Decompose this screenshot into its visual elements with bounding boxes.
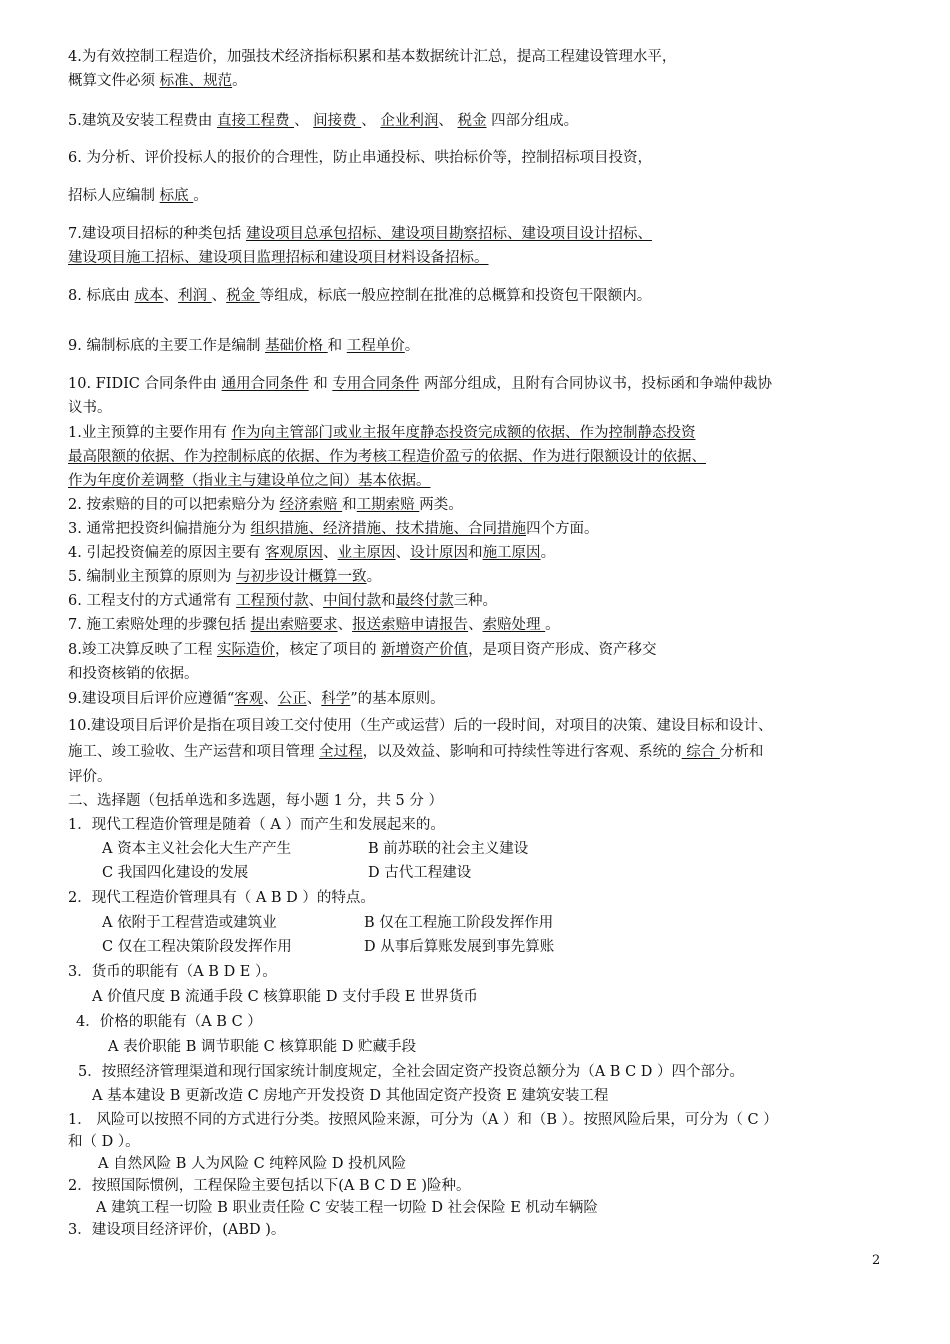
answer-blank: 作为向主管部门或业主报年度静态投资完成额的依据、作为控制静态投资 [231,425,696,441]
choice-1: 1．现代工程造价管理是随着（ A ）而产生和发展起来的。 [68,817,445,833]
answer-blank: 标底 [159,188,194,204]
item-6: 6. 工程支付的方式通常有 工程预付款、中间付款和最终付款三种。 [68,593,498,609]
answer-blank: 工程预付款 [236,593,309,609]
answer-blank: 最高限额的依据、作为控制标底的依据、作为考核工程造价盈亏的依据、作为进行限额设计的依据、 [68,449,706,465]
item-8-line-1: 8.竣工决算反映了工程 实际造价，核定了项目的 新增资产价值，是项目资产形成、资产移交 [68,642,657,658]
answer-blank: 利润 [178,288,212,304]
answer-blank: 建设项目总承包招标、建设项目勘察招标、建设项目设计招标、 [245,226,652,242]
section-heading: 二、选择题（包括单选和多选题，每小题 1 分，共 5 分 ） [68,793,443,809]
question-10-line-2: 议书。 [68,400,112,416]
answer-blank: 新增资产价值 [381,642,469,658]
choice-b1-options: A 自然风险 B 人为风险 C 纯粹风险 D 投机风险 [98,1156,407,1172]
item-10-line-3: 评价。 [68,769,112,785]
answer-blank: 直接工程费 [216,113,295,129]
choice-2-option-d: D 从事后算账发展到事先算账 [364,939,555,955]
choice-2-option-a: A 依附于工程营造或建筑业 [102,915,277,931]
item-10-line-1: 10.建设项目后评价是指在项目竣工交付使用（生产或运营）后的一段时间，对项目的决策、建设目标和设计、 [68,718,773,734]
answer-blank: 基础价格 [265,338,328,354]
choice-3: 3．货币的职能有（A B D E ）。 [68,964,277,980]
choice-4: 4．价格的职能有（A B C ） [76,1014,262,1030]
answer-blank: 综合 [681,744,720,760]
question-4-line-2: 概算文件必须 标准、规范。 [68,73,247,89]
question-5: 5.建筑及安装工程费由 直接工程费 、 间接费 、 企业利润、 税金 四部分组成。 [68,113,579,129]
answer-blank: 报送索赔申请报告 [352,617,469,633]
item-7: 7. 施工索赔处理的步骤包括 提出索赔要求、报送索赔申请报告、索赔处理 。 [68,617,560,633]
answer-blank: 与初步设计概算一致 [236,569,367,585]
answer-blank: 作为年度价差调整（指业主与建设单位之间）基本依据。 [68,473,431,489]
question-8: 8. 标底由 成本、利润 、税金 等组成，标底一般应控制在批准的总概算和投资包干限额内。 [68,288,652,304]
question-10-line-1: 10. FIDIC 合同条件由 通用合同条件 和 专用合同条件 两部分组成，且附有合同协议书，投标函和争端仲裁协 [68,376,772,392]
answer-blank: 通用合同条件 [221,376,309,392]
choice-b3: 3．建设项目经济评价，(ABD )。 [68,1222,286,1238]
choice-b2: 2．按照国际惯例，工程保险主要包括以下(A B C D E )险种。 [68,1178,471,1194]
choice-b1-line-1: 1． 风险可以按照不同的方式进行分类。按照风险来源，可分为（A ）和（B ）。按照风险后果，可分为（ C ） [68,1112,778,1128]
answer-blank: 成本 [134,288,164,304]
answer-blank: 客观 [234,691,264,707]
answer-blank: 工期索赔 [356,497,420,513]
answer-blank: 公正 [277,691,307,707]
answer-blank: 最终付款 [395,593,454,609]
answer-blank: 企业利润 [380,113,439,129]
item-5: 5. 编制业主预算的原则为 与初步设计概算一致。 [68,569,382,585]
item-3: 3. 通常把投资纠偏措施分为 组织措施、经济措施、技术措施、合同措施四个方面。 [68,521,599,537]
answer-blank: 组织措施、经济措施、技术措施、合同措施 [250,521,527,537]
choice-2: 2．现代工程造价管理具有（ A B D ）的特点。 [68,890,375,906]
item-1-line-3 [68,472,431,490]
choice-2-option-b: B 仅在工程施工阶段发挥作用 [364,915,554,931]
answer-blank: 索赔处理 [482,617,546,633]
answer-blank: 设计原因 [410,545,469,561]
answer-blank: 工程单价 [346,338,405,354]
answer-blank: 建设项目施工招标、建设项目监理招标和建设项目材料设备招标。 [68,250,489,266]
answer-blank: 税金 [457,113,487,129]
choice-1-option-a: A 资本主义社会化大生产产生 [102,841,292,857]
choice-2-option-c: C 仅在工程决策阶段发挥作用 [102,939,292,955]
choice-5-options: A 基本建设 B 更新改造 C 房地产开发投资 D 其他固定资产投资 E 建筑安装工程 [92,1088,609,1104]
answer-blank: 科学 [321,691,351,707]
item-9: 9.建设项目后评价应遵循“客观、公正、科学”的基本原则。 [68,691,445,707]
choice-b2-options: A 建筑工程一切险 B 职业责任险 C 安装工程一切险 D 社会保险 E 机动车辆险 [96,1200,598,1216]
choice-b1-line-2: 和（ D ）。 [68,1134,140,1150]
answer-blank: 客观原因 [265,545,324,561]
item-1-line-2 [68,448,706,466]
question-6-line-1: 6. 为分析、评价投标人的报价的合理性，防止串通投标、哄抬标价等，控制招标项目投资， [68,150,652,166]
question-9: 9. 编制标底的主要工作是编制 基础价格 和 工程单价。 [68,338,420,354]
choice-1-option-c: C 我国四化建设的发展 [102,865,249,881]
choice-3-options: A 价值尺度 B 流通手段 C 核算职能 D 支付手段 E 世界货币 [92,989,478,1005]
answer-blank: 标准、规范 [159,73,233,89]
answer-blank: 经济索赔 [279,497,343,513]
choice-4-options: A 表价职能 B 调节职能 C 核算职能 D 贮藏手段 [108,1039,417,1055]
question-7-line-1: 7.建设项目招标的种类包括 建设项目总承包招标、建设项目勘察招标、建设项目设计招标、 [68,226,652,242]
answer-blank: 全过程 [319,744,363,760]
page-number: 2 [872,1253,881,1268]
answer-blank: 中间付款 [323,593,382,609]
answer-blank: 施工原因 [482,545,541,561]
question-6-line-2: 招标人应编制 标底 。 [68,188,208,204]
item-4: 4. 引起投资偏差的原因主要有 客观原因、业主原因、设计原因和施工原因。 [68,545,556,561]
choice-1-option-b: B 前苏联的社会主义建设 [368,841,529,857]
answer-blank: 税金 [226,288,260,304]
question-7-line-2 [68,249,489,267]
choice-1-option-d: D 古代工程建设 [368,865,472,881]
item-2: 2. 按索赔的目的可以把索赔分为 经济索赔 和工期索赔 两类。 [68,497,463,513]
answer-blank: 业主原因 [337,545,396,561]
question-4-line-1: 4.为有效控制工程造价，加强技术经济指标积累和基本数据统计汇总，提高工程建设管理水平， [68,49,677,65]
item-1-line-1: 1.业主预算的主要作用有 作为向主管部门或业主报年度静态投资完成额的依据、作为控制静态投资 [68,425,696,441]
answer-blank: 专用合同条件 [332,376,420,392]
item-8-line-2: 和投资核销的依据。 [68,666,199,682]
answer-blank: 提出索赔要求 [250,617,338,633]
choice-5: 5．按照经济管理渠道和现行国家统计制度规定，全社会固定资产投资总额分为（A B C D ）四个部分。 [78,1064,745,1080]
answer-blank: 实际造价 [216,642,275,658]
answer-blank: 间接费 [313,113,362,129]
item-10-line-2: 施工、竣工验收、生产运营和项目管理 全过程，以及效益、影响和可持续性等进行客观、系统的 综合 分析和 [68,744,764,760]
